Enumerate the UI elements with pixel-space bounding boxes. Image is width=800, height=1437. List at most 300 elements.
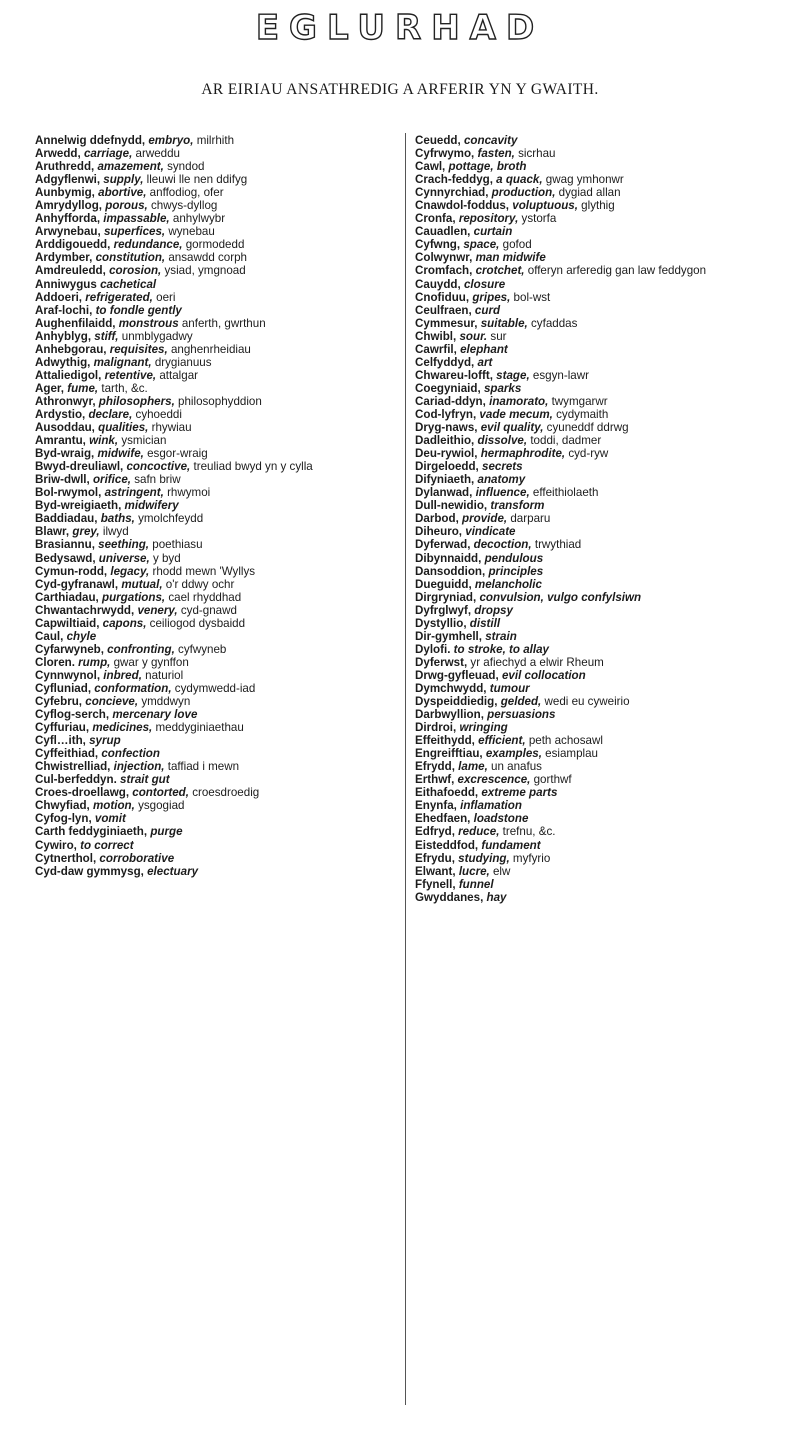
entry-welsh-synonym: rhwymoi [163, 486, 211, 500]
entry-headword: Coegyniaid, [415, 381, 484, 395]
entry-english-gloss: dissolve, [477, 434, 528, 448]
entry-welsh-synonym: cydymwedd-iad [171, 681, 256, 695]
entry-headword: Cymun-rodd, [35, 564, 111, 578]
dictionary-entry [35, 565, 403, 578]
entry-welsh-synonym: sur [487, 329, 507, 343]
entry-headword: Bwyd-dreuliawl, [35, 460, 127, 474]
entry-welsh-synonym: cyfaddas [527, 316, 578, 330]
entry-headword: Crach-feddyg, [415, 173, 497, 187]
entry-welsh-synonym: cyhoeddi [132, 407, 182, 421]
masthead-title: EGLURHAD [255, 8, 545, 48]
entry-headword: Diheuro, [415, 525, 466, 539]
entry-english-gloss: stiff, [94, 329, 119, 343]
dictionary-entry [35, 617, 403, 630]
entry-english-gloss: fundament [481, 838, 541, 852]
entry-welsh-synonym: yr afiechyd a elwir Rheum [470, 655, 604, 669]
dictionary-entry [35, 251, 403, 264]
entry-english-gloss: gripes, [472, 290, 511, 304]
entry-english-gloss: abortive, [98, 186, 147, 200]
entry-welsh-synonym: arweddu [132, 147, 181, 161]
entry-headword: Anhebgorau, [35, 342, 110, 356]
entry-welsh-synonym: ysgogiad [134, 799, 185, 813]
entry-english-gloss: capons, [102, 616, 147, 630]
entry-headword: Dystyllio, [415, 616, 470, 630]
entry-english-gloss: efficient, [478, 734, 526, 748]
entry-headword: Cynnwynol, [35, 668, 104, 682]
entry-headword: Dibynnaidd, [415, 551, 485, 565]
dictionary-entry [415, 278, 785, 291]
dictionary-entry [415, 865, 785, 878]
entry-english-gloss: evil quality, [480, 421, 544, 435]
entry-headword: Arwedd, [35, 147, 84, 161]
dictionary-entry [415, 630, 785, 643]
dictionary-entry [415, 499, 785, 512]
dictionary-entry [35, 525, 403, 538]
dictionary-entry [35, 134, 403, 147]
dictionary-entry [35, 799, 403, 812]
entry-headword: Cnofiduu, [415, 290, 473, 304]
entry-welsh-synonym: poethiasu [149, 538, 203, 552]
entry-english-gloss: confection [101, 747, 160, 761]
dictionary-entry [35, 173, 403, 186]
entry-headword: Arddigouedd, [35, 238, 114, 252]
entry-english-gloss: purge [150, 825, 183, 839]
entry-welsh-synonym: milrhith [193, 134, 235, 147]
entry-headword: Ceulfraen, [415, 303, 475, 317]
dictionary-entry [35, 630, 403, 643]
entry-headword: Ausoddau, [35, 421, 99, 435]
dictionary-entry [415, 617, 785, 630]
entry-headword: Cariad-ddyn, [415, 394, 490, 408]
entry-headword: Anniwygus [35, 277, 101, 291]
entry-headword: Baddiadau, [35, 512, 101, 526]
entry-english-gloss: crotchet, [475, 264, 525, 278]
entry-welsh-synonym: rhodd mewn 'Wyllys [149, 564, 256, 578]
entry-english-gloss: vindicate [465, 525, 516, 539]
entry-english-gloss: syrup [89, 734, 121, 748]
entry-english-gloss: requisites, [109, 342, 168, 356]
column-divider [405, 133, 406, 1405]
dictionary-entry [415, 460, 785, 473]
entry-english-gloss: inamorato, [489, 394, 549, 408]
entry-welsh-synonym: bol-wst [510, 290, 551, 304]
entry-english-gloss: superfices, [103, 225, 166, 239]
entry-english-gloss: pendulous [484, 551, 544, 565]
entry-english-gloss: supply, [103, 173, 144, 187]
dictionary-entry [35, 395, 403, 408]
entry-headword: Araf-lochi, [35, 303, 96, 317]
entry-headword: Aughenfilaidd, [35, 316, 119, 330]
entry-headword: Cynnyrchiad, [415, 186, 492, 200]
entry-english-gloss: principles [488, 564, 544, 578]
entry-english-gloss: midwife, [97, 447, 144, 461]
entry-headword: Ardystio, [35, 407, 89, 421]
dictionary-entry [415, 695, 785, 708]
entry-headword: Gwyddanes, [415, 890, 487, 904]
dictionary-entry [35, 812, 403, 825]
entry-welsh-synonym: anffodiog, ofer [146, 186, 224, 200]
entry-headword: Darbwyllion, [415, 708, 488, 722]
dictionary-entry [35, 473, 403, 486]
entry-headword: Celfyddyd, [415, 355, 478, 369]
entry-headword: Cytnerthol, [35, 851, 100, 865]
entry-headword: Effeithydd, [415, 734, 479, 748]
dictionary-entry [415, 812, 785, 825]
entry-headword: Cymmesur, [415, 316, 481, 330]
entry-welsh-synonym: sicrhau [514, 147, 556, 161]
entry-english-gloss: pottage, broth [448, 160, 527, 174]
entry-welsh-synonym: chwys-dyllog [147, 199, 218, 213]
dictionary-entry [35, 721, 403, 734]
dictionary-entry [415, 891, 785, 904]
dictionary-entry [35, 330, 403, 343]
entry-english-gloss: concavity [463, 134, 518, 147]
entry-welsh-synonym: ymolchfeydd [134, 512, 204, 526]
entry-english-gloss: decoction, [473, 538, 532, 552]
entry-headword: Byd-wraig, [35, 447, 98, 461]
dictionary-entry [35, 656, 403, 669]
entry-headword: Cod-lyfryn, [415, 407, 480, 421]
entry-welsh-synonym: attalgar [156, 368, 199, 382]
entry-english-gloss: chyle [66, 629, 97, 643]
entry-headword: Dymchwydd, [415, 681, 490, 695]
entry-headword: Cyflog-serch, [35, 708, 113, 722]
entry-headword: Eisteddfod, [415, 838, 482, 852]
dictionary-entry [35, 421, 403, 434]
entry-headword: Chwantachrwydd, [35, 603, 138, 617]
entry-welsh-synonym: wedi eu cyweirio [541, 695, 630, 709]
entry-headword: Cauadlen, [415, 225, 474, 239]
dictionary-entry [35, 291, 403, 304]
dictionary-entry [415, 369, 785, 382]
entry-welsh-synonym: ansawdd corph [165, 251, 247, 265]
dictionary-entry [35, 460, 403, 473]
entry-english-gloss: art [477, 355, 493, 369]
entry-headword: Deu-rywiol, [415, 447, 481, 461]
dictionary-entry [415, 839, 785, 852]
dictionary-entry [35, 499, 403, 512]
entry-welsh-synonym: esgor-wraig [143, 447, 208, 461]
right-column [415, 134, 785, 904]
entry-english-gloss: tumour [489, 681, 530, 695]
entry-headword: Ceuedd, [415, 134, 464, 147]
entry-headword: Dyferwad, [415, 538, 474, 552]
entry-english-gloss: wink, [89, 434, 119, 448]
dictionary-entry [415, 199, 785, 212]
entry-english-gloss: vomit [94, 812, 126, 826]
entry-welsh-synonym: toddi, dadmer [527, 434, 602, 448]
entry-headword: Drwg-gyfleuad, [415, 668, 502, 682]
entry-headword: Edfryd, [415, 825, 459, 839]
entry-english-gloss: corroborative [99, 851, 175, 865]
entry-welsh-synonym: wynebau [165, 225, 215, 239]
dictionary-entry [415, 552, 785, 565]
entry-headword: Dadleithio, [415, 434, 478, 448]
entry-headword: Chwareu-lofft, [415, 368, 497, 382]
dictionary-entry [35, 369, 403, 382]
dictionary-entry [415, 225, 785, 238]
entry-headword: Dyferwst, [415, 655, 471, 669]
dictionary-entry [35, 186, 403, 199]
entry-welsh-synonym: cyfwyneb [174, 642, 227, 656]
dictionary-entry [415, 395, 785, 408]
entry-welsh-synonym: ceiliogod dysbaidd [146, 616, 246, 630]
entry-english-gloss: sour. [459, 329, 488, 343]
entry-english-gloss: electuary [147, 864, 199, 878]
dictionary-entry [35, 538, 403, 551]
entry-english-gloss: embryo, [148, 134, 194, 147]
entry-welsh-synonym: anhylwybr [169, 212, 226, 226]
entry-welsh-synonym: trefnu, &c. [499, 825, 556, 839]
entry-headword: Anhyblyg, [35, 329, 95, 343]
entry-headword: Dansoddion, [415, 564, 489, 578]
entry-english-gloss: contorted, [132, 786, 189, 800]
entry-welsh-synonym: philosophyddion [174, 394, 262, 408]
dictionary-entry [35, 591, 403, 604]
dictionary-entry [35, 225, 403, 238]
entry-english-gloss: motion, [92, 799, 135, 813]
entry-english-gloss: production, [491, 186, 556, 200]
entry-headword: Ffynell, [415, 877, 459, 891]
entry-english-gloss: carriage, [83, 147, 133, 161]
entry-welsh-synonym: gorthwf [530, 773, 572, 787]
entry-headword: Cyfebru, [35, 695, 86, 709]
entry-headword: Anhyfforda, [35, 212, 104, 226]
dictionary-entry [415, 538, 785, 551]
entry-headword: Ager, [35, 381, 68, 395]
entry-english-gloss: hay [486, 890, 507, 904]
dictionary-entry [35, 695, 403, 708]
entry-headword: Cywiro, [35, 838, 81, 852]
entry-welsh-synonym: ymddwyn [138, 695, 191, 709]
entry-headword: Elwant, [415, 864, 459, 878]
entry-welsh-synonym: esgyn-lawr [529, 368, 589, 382]
dictionary-entry [415, 852, 785, 865]
entry-english-gloss: constitution, [95, 251, 166, 265]
entry-english-gloss: baths, [100, 512, 135, 526]
dictionary-entry [415, 356, 785, 369]
entry-english-gloss: a quack, [496, 173, 543, 187]
left-column [35, 134, 403, 878]
entry-headword: Aunbymig, [35, 186, 99, 200]
entry-headword: Cyd-daw gymmysg, [35, 864, 148, 878]
dictionary-entry [35, 552, 403, 565]
entry-english-gloss: sparks [483, 381, 522, 395]
dictionary-entry [35, 264, 403, 277]
dictionary-entry [415, 408, 785, 421]
dictionary-entry [415, 525, 785, 538]
entry-english-gloss: provide, [462, 512, 508, 526]
entry-headword: Dirdroi, [415, 721, 460, 735]
dictionary-entry [35, 760, 403, 773]
entry-headword: Cloren. [35, 655, 79, 669]
entry-welsh-synonym: anferth, gwrthun [178, 316, 266, 330]
dictionary-entry [35, 643, 403, 656]
entry-english-gloss: seething, [98, 538, 150, 552]
entry-headword: Colwynwr, [415, 251, 476, 265]
entry-english-gloss: vade mecum, [479, 407, 553, 421]
entry-welsh-synonym: ystorfa [518, 212, 557, 226]
dictionary-entry [35, 786, 403, 799]
entry-welsh-synonym: twymgarwr [548, 394, 608, 408]
dictionary-entry [415, 317, 785, 330]
entry-headword: Capwiltiaid, [35, 616, 103, 630]
entry-headword: Cyfwng, [415, 238, 464, 252]
entry-headword: Carthiadau, [35, 590, 102, 604]
entry-headword: Cawrfil, [415, 342, 461, 356]
dictionary-entry [35, 682, 403, 695]
dictionary-entry [35, 839, 403, 852]
entry-english-gloss: persuasions [487, 708, 556, 722]
entry-english-gloss: distill [469, 616, 501, 630]
dictionary-entry [35, 199, 403, 212]
dictionary-entry [415, 186, 785, 199]
dictionary-entry [415, 604, 785, 617]
dictionary-entry [35, 382, 403, 395]
entry-welsh-synonym: cyuneddf ddrwg [543, 421, 629, 435]
entry-english-gloss: monstrous [118, 316, 179, 330]
entry-english-gloss: influence, [475, 486, 530, 500]
entry-english-gloss: voluptuous, [512, 199, 578, 213]
entry-headword: Cronfa, [415, 212, 459, 226]
entry-english-gloss: anatomy [477, 473, 526, 487]
dictionary-entry [35, 708, 403, 721]
entry-english-gloss: closure [463, 277, 506, 291]
entry-english-gloss: declare, [88, 407, 133, 421]
dictionary-entry [415, 747, 785, 760]
entry-english-gloss: grey, [72, 525, 100, 539]
entry-headword: Difyniaeth, [415, 473, 478, 487]
dictionary-entry [415, 330, 785, 343]
dictionary-entry [415, 656, 785, 669]
entry-headword: Cyffuriau, [35, 721, 93, 735]
entry-welsh-synonym: syndod [163, 160, 205, 174]
dictionary-entry [35, 486, 403, 499]
entry-headword: Cyfog-lyn, [35, 812, 95, 826]
dictionary-entry [35, 578, 403, 591]
entry-headword: Dyspeiddiedig, [415, 695, 501, 709]
dictionary-entry [415, 134, 785, 147]
entry-welsh-synonym: cyd-ryw [565, 447, 609, 461]
entry-headword: Carth feddyginiaeth, [35, 825, 151, 839]
dictionary-entry [415, 669, 785, 682]
entry-headword: Arwynebau, [35, 225, 104, 239]
entry-welsh-synonym: cydymaith [552, 407, 609, 421]
dictionary-entry [415, 591, 785, 604]
dictionary-entry [35, 160, 403, 173]
entry-welsh-synonym: gwar y gynffon [110, 655, 189, 669]
entry-english-gloss: repository, [458, 212, 519, 226]
entry-welsh-synonym: glythig [577, 199, 615, 213]
dictionary-entry [415, 773, 785, 786]
entry-english-gloss: orifice, [92, 473, 131, 487]
entry-welsh-synonym: offeryn arferedig gan law feddygon [524, 264, 707, 278]
entry-headword: Croes-droellawg, [35, 786, 133, 800]
dictionary-entry [415, 786, 785, 799]
entry-english-gloss: corosion, [109, 264, 162, 278]
masthead [0, 8, 800, 48]
entry-english-gloss: loadstone [473, 812, 529, 826]
entry-english-gloss: to correct [80, 838, 134, 852]
entry-welsh-synonym: esiamplau [541, 747, 599, 761]
dictionary-entry [415, 264, 785, 277]
entry-headword: Eithafoedd, [415, 786, 482, 800]
dictionary-entry [35, 773, 403, 786]
dictionary-entry [415, 160, 785, 173]
entry-headword: Dir-gymhell, [415, 629, 486, 643]
dictionary-entry [415, 147, 785, 160]
entry-welsh-synonym: drygianuus [151, 355, 212, 369]
entry-headword: Dirgeloedd, [415, 460, 482, 474]
dictionary-entry [415, 708, 785, 721]
dictionary-entry [415, 682, 785, 695]
entry-headword: Amrantu, [35, 434, 90, 448]
entry-english-gloss: injection, [113, 760, 165, 774]
entry-headword: Athronwyr, [35, 394, 99, 408]
dictionary-entry [35, 238, 403, 251]
entry-english-gloss: space, [463, 238, 500, 252]
entry-english-gloss: wringing [459, 721, 508, 735]
entry-english-gloss: fume, [67, 381, 99, 395]
entry-headword: Ardymber, [35, 251, 96, 265]
entry-headword: Cyfl…ith, [35, 734, 90, 748]
entry-english-gloss: elephant [460, 342, 508, 356]
dictionary-entry [35, 343, 403, 356]
entry-english-gloss: secrets [482, 460, 523, 474]
entry-welsh-synonym: lleuwi lle nen ddifyg [143, 173, 248, 187]
dictionary-entry [35, 447, 403, 460]
entry-headword: Attaliedigol, [35, 368, 105, 382]
entry-welsh-synonym: un anafus [487, 760, 542, 774]
entry-english-gloss: concoctive, [126, 460, 191, 474]
entry-welsh-synonym: y byd [149, 551, 181, 565]
entry-welsh-synonym: croesdroedig [188, 786, 260, 800]
dictionary-entry [415, 382, 785, 395]
entry-english-gloss: melancholic [474, 577, 542, 591]
entry-english-gloss: hermaphrodite, [480, 447, 566, 461]
entry-headword: Enynfa, [415, 799, 461, 813]
dictionary-entry [35, 734, 403, 747]
entry-welsh-synonym: darparu [507, 512, 551, 526]
dictionary-entry [415, 512, 785, 525]
entry-english-gloss: inbred, [103, 668, 142, 682]
entry-welsh-synonym: oeri [152, 290, 176, 304]
dictionary-entry [415, 878, 785, 891]
dictionary-entry [415, 343, 785, 356]
entry-headword: Cul-berfeddyn. [35, 773, 121, 787]
entry-english-gloss: universe, [98, 551, 150, 565]
entry-english-gloss: mutual, [121, 577, 163, 591]
entry-headword: Cromfach, [415, 264, 476, 278]
entry-english-gloss: qualities, [98, 421, 149, 435]
entry-english-gloss: midwifery [124, 499, 179, 513]
entry-headword: Dylofi. [415, 642, 454, 656]
entry-english-gloss: cachetical [100, 277, 157, 291]
entry-welsh-synonym: naturiol [141, 668, 184, 682]
dictionary-entry [415, 799, 785, 812]
dictionary-entry [415, 212, 785, 225]
entry-english-gloss: excrescence, [457, 773, 531, 787]
dictionary-entry [35, 825, 403, 838]
dictionary-entry [415, 760, 785, 773]
entry-headword: Cauydd, [415, 277, 464, 291]
entry-welsh-synonym: cael rhyddhad [165, 590, 242, 604]
entry-english-gloss: examples, [485, 747, 542, 761]
entry-welsh-synonym: myfyrio [509, 851, 551, 865]
entry-welsh-synonym: cyd-gnawd [177, 603, 237, 617]
entry-english-gloss: philosophers, [98, 394, 175, 408]
entry-headword: Caul, [35, 629, 67, 643]
